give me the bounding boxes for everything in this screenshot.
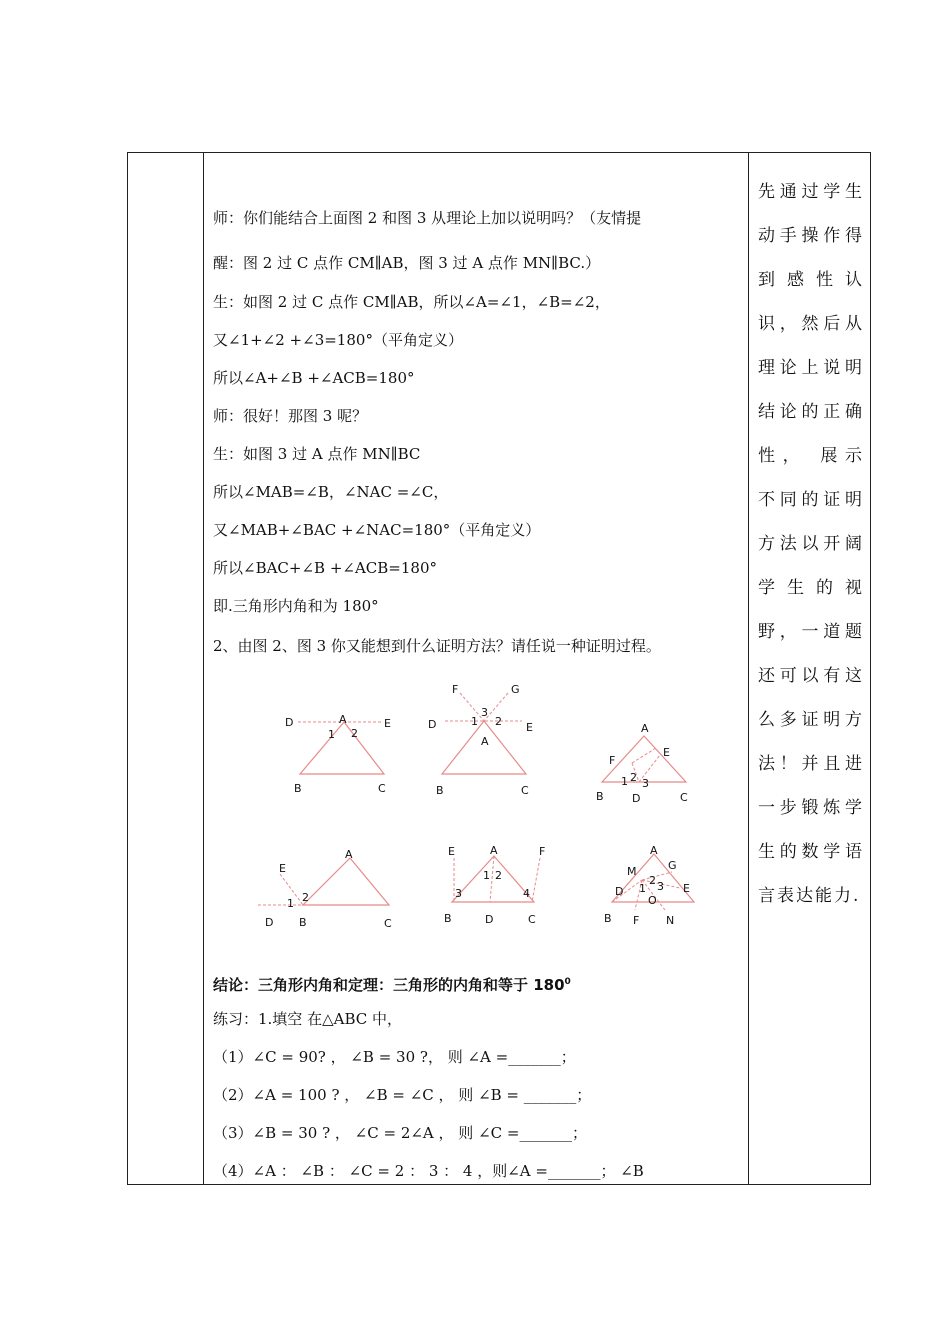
fig5-label-A: A (490, 844, 498, 857)
note-line: 动手操作得 (758, 226, 864, 246)
exercise-item: （1）∠C = 90? ， ∠B = 30 ?， 则 ∠A =_______； (213, 1048, 576, 1066)
figure-4 (258, 848, 392, 930)
fig6-label-3: 3 (657, 880, 664, 893)
fig5-label-3: 3 (455, 887, 462, 900)
fig3-label-A: A (641, 722, 649, 735)
fig2-label-G: G (511, 683, 520, 696)
fig1-label-C: C (378, 782, 386, 795)
exercise-item: （4）∠A ： ∠B ： ∠C = 2 ： 3 ： 4 ，则∠A =_______； ∠B (213, 1162, 644, 1180)
fig1-label-2: 2 (351, 727, 358, 740)
fig3-label-D: D (632, 792, 641, 805)
fig4-label-A: A (345, 848, 353, 861)
note-line: 言表达能力. (758, 886, 861, 906)
note-line: 性， 展示 (758, 446, 864, 466)
note-line: 方法以开阔 (758, 534, 864, 554)
fig4-label-D: D (265, 916, 274, 929)
fig2-label-1: 1 (471, 715, 478, 728)
fig5-label-C: C (528, 913, 536, 926)
text-line: 所以∠A+∠B +∠ACB=180° (213, 369, 415, 387)
fig1-label-A: A (339, 713, 347, 726)
conclusion-text: 结论：三角形内角和定理：三角形的内角和等于 180 (213, 976, 565, 994)
fig3-label-2: 2 (630, 771, 637, 784)
fig6-label-D: D (615, 885, 624, 898)
note-line: 生的数学语 (758, 842, 864, 862)
fig3-label-3: 3 (642, 777, 649, 790)
text-line: 又∠1+∠2 +∠3=180°（平角定义） (213, 331, 463, 349)
note-line: 么多证明方 (758, 710, 864, 730)
fig3-label-E: E (663, 746, 670, 759)
fig3-label-B: B (596, 790, 604, 803)
text-line: 师：你们能结合上面图 2 和图 3 从理论上加以说明吗？（友情提 (213, 209, 642, 227)
column-divider (748, 153, 749, 1184)
fig5-label-B: B (444, 912, 452, 925)
fig2-label-B: B (436, 784, 444, 797)
fig6-label-B: B (604, 912, 612, 925)
fig6-label-1: 1 (639, 882, 646, 895)
fig5-label-2: 2 (495, 869, 502, 882)
fig2-label-2: 2 (495, 715, 502, 728)
fig2-label-3: 3 (481, 706, 488, 719)
conclusion-superscript: 0 (564, 977, 571, 987)
fig5-label-F: F (539, 845, 546, 858)
text-line: 生：如图 3 过 A 点作 MN∥BC (213, 445, 421, 463)
fig1-label-B: B (294, 782, 302, 795)
fig2-label-C: C (521, 784, 529, 797)
note-line: 先通过学生 (758, 182, 864, 202)
fig6-label-2: 2 (649, 874, 656, 887)
fig6-label-E: E (683, 882, 690, 895)
fig5-label-4: 4 (523, 887, 530, 900)
fig3-label-F: F (609, 754, 616, 767)
fig1-label-E: E (384, 717, 391, 730)
fig1-label-1: 1 (328, 728, 335, 741)
fig1-label-D: D (285, 716, 294, 729)
fig2-label-E: E (526, 721, 533, 734)
fig5-label-E: E (448, 845, 455, 858)
note-line: 法！并且进 (758, 754, 864, 774)
fig6-label-A: A (650, 844, 658, 857)
text-line: 生：如图 2 过 C 点作 CM∥AB，所以∠A=∠1，∠B=∠2， (213, 293, 610, 311)
fig4-label-E: E (279, 862, 286, 875)
text-line: 所以∠BAC+∠B +∠ACB=180° (213, 559, 437, 577)
note-line: 学 生 的 视 (758, 578, 864, 598)
fig2-label-F: F (452, 683, 459, 696)
text-line: 即.三角形内角和为 180° (213, 597, 379, 615)
figure-5 (444, 844, 545, 926)
text-line: 所以∠MAB=∠B，∠NAC =∠C， (213, 483, 449, 501)
note-line: 还可以有这 (758, 666, 864, 686)
fig4-label-C: C (384, 917, 392, 930)
fig5-label-1: 1 (483, 869, 490, 882)
text-line: 又∠MAB+∠BAC +∠NAC=180°（平角定义） (213, 521, 541, 539)
text-line: 醒：图 2 过 C 点作 CM∥AB，图 3 过 A 点作 MN∥BC.） (213, 254, 601, 272)
exercise-title: 练习：1.填空 在△ABC 中， (213, 1010, 402, 1028)
fig6-label-M: M (627, 865, 637, 878)
fig4-label-1: 1 (287, 897, 294, 910)
exercise-item: （3）∠B = 30 ? ， ∠C = 2∠A ， 则 ∠C =_______； (213, 1124, 587, 1142)
fig6-label-N: N (666, 914, 675, 927)
note-line: 一步锻炼学 (758, 798, 864, 818)
fig4-label-B: B (299, 916, 307, 929)
note-line: 到 感 性 认 (758, 270, 864, 290)
note-line: 识，然后从 (758, 314, 864, 334)
fig6-label-O: O (648, 894, 657, 907)
fig2-label-D: D (428, 718, 437, 731)
text-line: 师：很好！那图 3 呢？ (213, 407, 368, 425)
figure-6 (604, 844, 694, 927)
fig3-label-C: C (680, 791, 688, 804)
column-divider (203, 153, 204, 1184)
proof-figures (240, 678, 720, 936)
conclusion (213, 972, 571, 995)
note-line: 结论的正确 (758, 402, 864, 422)
figure-2 (428, 683, 533, 797)
fig3-label-1: 1 (621, 775, 628, 788)
figure-3 (596, 722, 688, 805)
note-line: 野，一道题 (758, 622, 864, 642)
question-line: 2、由图 2、图 3 你又能想到什么证明方法？请任说一种证明过程。 (213, 637, 661, 655)
fig4-label-2: 2 (302, 891, 309, 904)
fig2-label-A: A (481, 735, 489, 748)
note-line: 理论上说明 (758, 358, 864, 378)
fig5-label-D: D (485, 913, 494, 926)
figure-1 (285, 713, 391, 795)
fig6-label-F: F (633, 914, 640, 927)
note-line: 不同的证明 (758, 490, 864, 510)
exercise-item: （2）∠A = 100 ? ， ∠B = ∠C ， 则 ∠B = _______； (213, 1086, 592, 1104)
fig6-label-G: G (668, 859, 677, 872)
